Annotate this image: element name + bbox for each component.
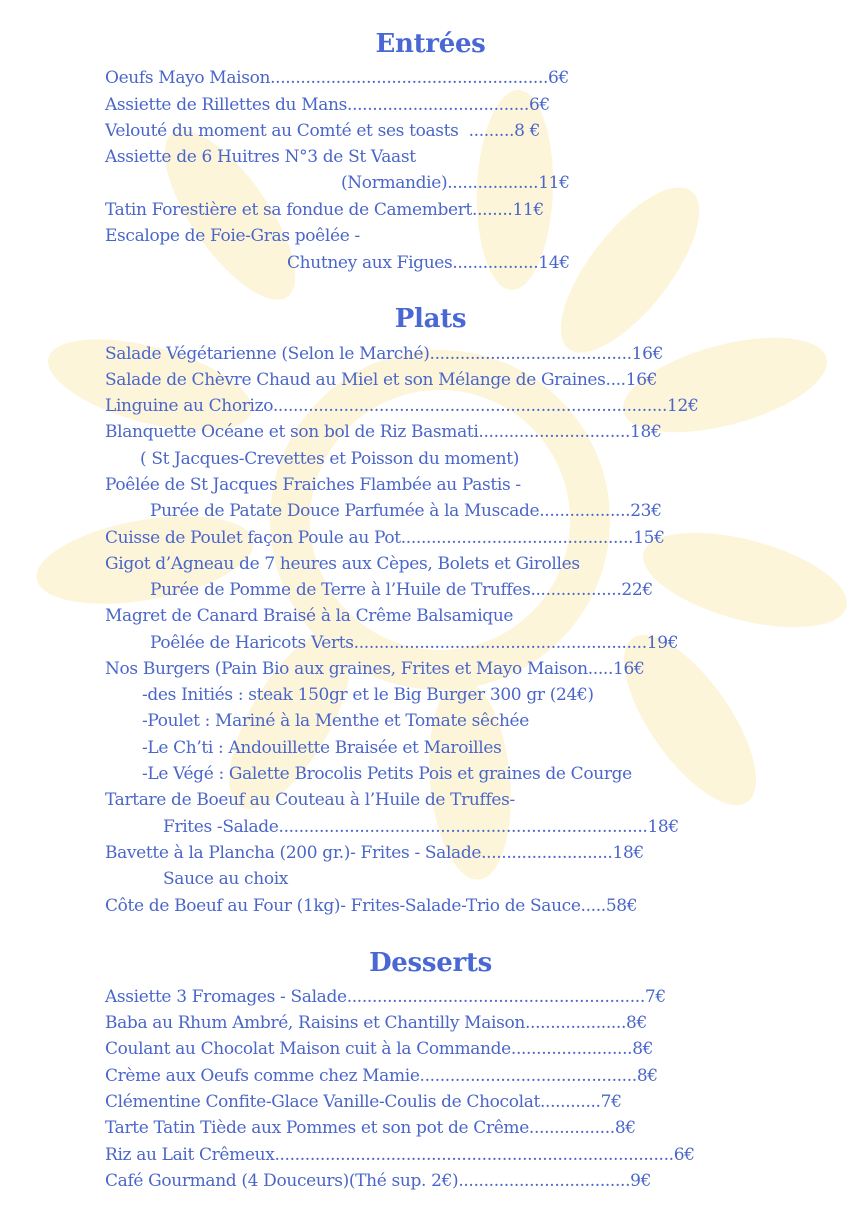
menu-item-option: -Le Végé : Galette Brocolis Petits Pois et graines de Courge [142,764,632,784]
menu-item: Salade Végétarienne (Selon le Marché)........................................16€ [105,344,664,364]
menu-item: Assiette de 6 Huitres N°3 de St Vaast [105,147,416,167]
menu-item: Escalope de Foie-Gras poêlée - [105,226,360,246]
menu-item-option: -Le Ch’ti : Andouillette Braisée et Maroilles [142,738,502,758]
menu-item: Tarte Tatin Tiède aux Pommes et son pot de Crême.................8€ [105,1118,636,1138]
section-title-plats: Plats [394,304,467,334]
menu-item: Clémentine Confite-Glace Vanille-Coulis de Chocolat............7€ [105,1092,622,1112]
menu-item: Velouté du moment au Comté et ses toasts .........8 € [105,121,541,141]
menu-item-continuation: Purée de Patate Douce Parfumée à la Muscade..................23€ [150,501,662,521]
menu-item: Baba au Rhum Ambré, Raisins et Chantilly Maison....................8€ [105,1013,647,1033]
menu-item: Cuisse de Poulet façon Poule au Pot..............................................15€ [105,528,665,548]
menu-item: Crème aux Oeufs comme chez Mamie...........................................8€ [105,1066,658,1086]
menu-item: Nos Burgers (Pain Bio aux graines, Frites et Mayo Maison.....16€ [105,659,645,679]
menu-item: Côte de Boeuf au Four (1kg)- Frites-Salade-Trio de Sauce.....58€ [105,896,638,916]
menu-item-continuation: ( St Jacques-Crevettes et Poisson du moment) [140,449,519,469]
menu-item-continuation: (Normandie)..................11€ [341,173,570,193]
menu-item: Magret de Canard Braisé à la Crême Balsamique [105,606,514,626]
menu-item: Tatin Forestière et sa fondue de Camembert........11€ [105,200,544,220]
menu-item: Salade de Chèvre Chaud au Miel et son Mélange de Graines....16€ [105,370,658,390]
menu-item-continuation: Poêlée de Haricots Verts..........................................................19€ [150,633,679,653]
menu-item-option: -des Initiés : steak 150gr et le Big Burger 300 gr (24€) [142,685,594,705]
menu-item: Tartare de Boeuf au Couteau à l’Huile de Truffes- [105,790,515,810]
menu-item-continuation: Sauce au choix [163,869,289,889]
menu-item: Assiette de Rillettes du Mans....................................6€ [105,95,550,115]
menu-item: Assiette 3 Fromages - Salade...........................................................7€ [105,987,666,1007]
menu-item: Linguine au Chorizo..............................................................................12€ [105,396,699,416]
menu-item: Gigot d’Agneau de 7 heures aux Cèpes, Bolets et Girolles [105,554,580,574]
menu-item: Oeufs Mayo Maison.......................................................6€ [105,68,569,88]
menu-item-option: -Poulet : Mariné à la Menthe et Tomate sêchée [142,711,529,731]
menu-item: Blanquette Océane et son bol de Riz Basmati..............................18€ [105,422,662,442]
menu-item: Café Gourmand (4 Douceurs)(Thé sup. 2€)..................................9€ [105,1171,652,1191]
section-title-entrees: Entrées [375,29,486,59]
menu-item: Poêlée de St Jacques Fraiches Flambée au Pastis - [105,475,521,495]
menu-item-continuation: Chutney aux Figues.................14€ [287,253,570,273]
menu-item: Coulant au Chocolat Maison cuit à la Commande........................8€ [105,1039,654,1059]
menu-item: Bavette à la Plancha (200 gr.)- Frites - Salade..........................18€ [105,843,644,863]
section-title-desserts: Desserts [369,948,492,978]
menu-item-continuation: Purée de Pomme de Terre à l’Huile de Truffes..................22€ [150,580,653,600]
menu-item-continuation: Frites -Salade.........................................................................18€ [163,817,679,837]
menu-item: Riz au Lait Crêmeux...............................................................................6€ [105,1145,695,1165]
